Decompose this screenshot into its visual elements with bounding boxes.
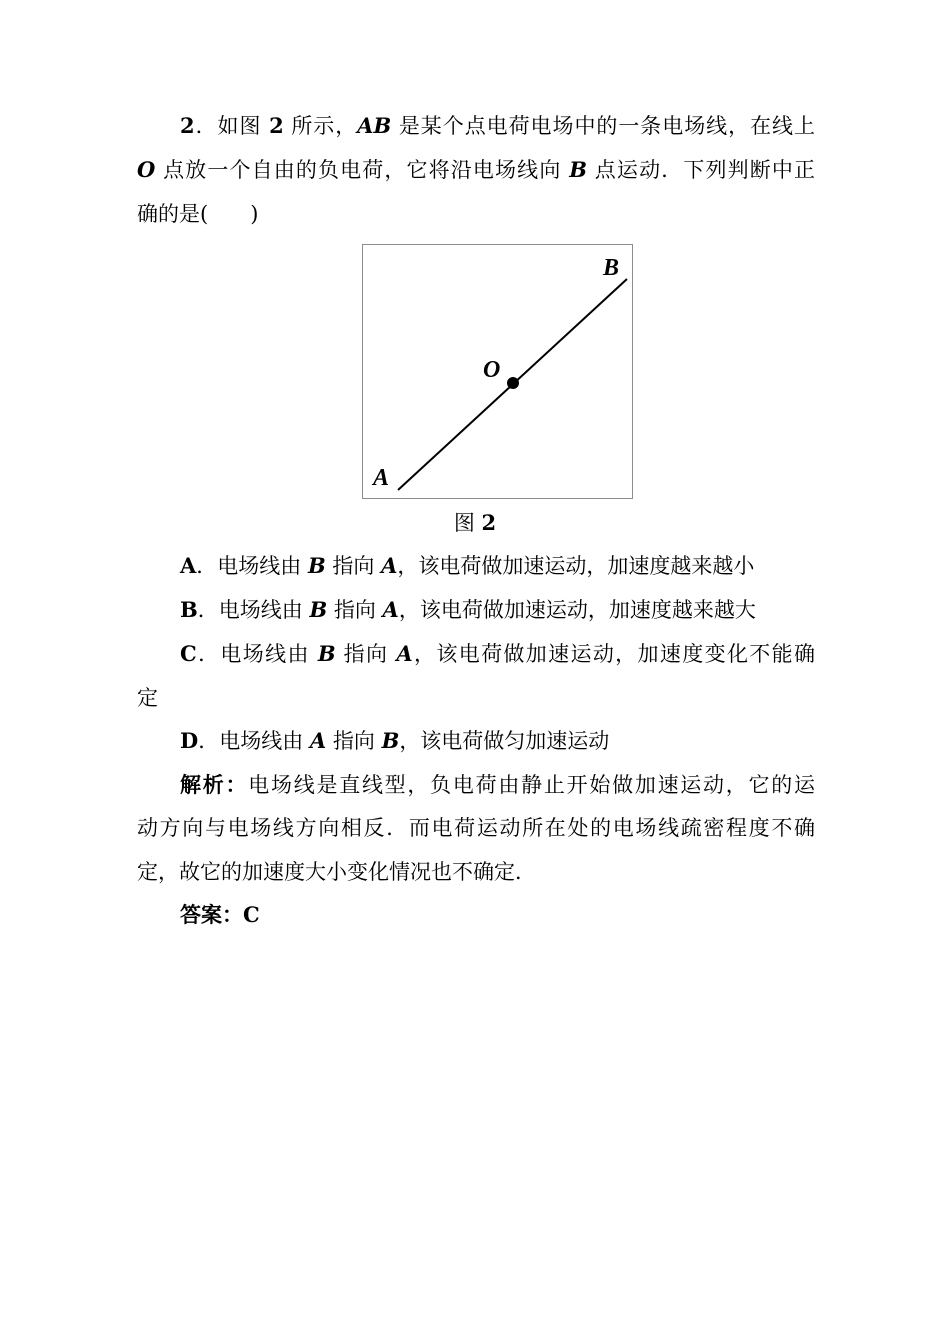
question-number: 2 — [180, 113, 195, 138]
question-line-1: 2．如图 2 所示，AB 是某个点电荷电场中的一条电场线，在线上 — [180, 113, 815, 138]
field-line-diagram — [363, 245, 634, 500]
question-line-3: 确的是( ) — [137, 202, 259, 226]
option-c: C．电场线由 B 指向 A，该电荷做加速运动，加速度变化不能确 — [180, 641, 815, 666]
analysis-label: 解析： — [180, 772, 249, 797]
analysis-line-3: 定，故它的加速度大小变化情况也不确定． — [137, 860, 536, 884]
label-a: A — [373, 465, 390, 491]
option-c-continued: 定 — [137, 686, 158, 710]
figure-ref: 2 — [269, 113, 284, 138]
label-o: O — [483, 357, 501, 383]
answer-value: C — [243, 902, 260, 927]
answer — [180, 900, 815, 930]
option-letter: D — [180, 728, 199, 753]
option-letter: B — [180, 597, 198, 622]
question-line-2: O 点放一个自由的负电荷，它将沿电场线向 B 点运动．下列判断中正 — [137, 157, 815, 182]
charge-point-o — [507, 377, 519, 389]
option-letter: A — [180, 553, 197, 578]
analysis-line-2: 动方向与电场线方向相反．而电荷运动所在处的电场线疏密程度不确 — [137, 816, 815, 840]
label-b: B — [603, 255, 620, 281]
analysis-line-1: 解析：电场线是直线型，负电荷由静止开始做加速运动，它的运 — [180, 772, 816, 797]
option-a: A．电场线由 B 指向 A，该电荷做加速运动，加速度越来越小 — [180, 553, 755, 578]
answer-label: 答案： — [180, 902, 243, 927]
var-b: B — [569, 157, 587, 182]
figure-caption: 图 2 — [453, 510, 497, 535]
option-b: B．电场线由 B 指向 A，该电荷做加速运动，加速度越来越大 — [180, 597, 756, 622]
var-o: O — [137, 157, 156, 182]
option-letter: C — [180, 641, 197, 666]
option-d: D．电场线由 A 指向 B，该电荷做匀加速运动 — [180, 728, 610, 753]
var-ab: AB — [357, 113, 392, 138]
figure-2 — [362, 244, 633, 499]
